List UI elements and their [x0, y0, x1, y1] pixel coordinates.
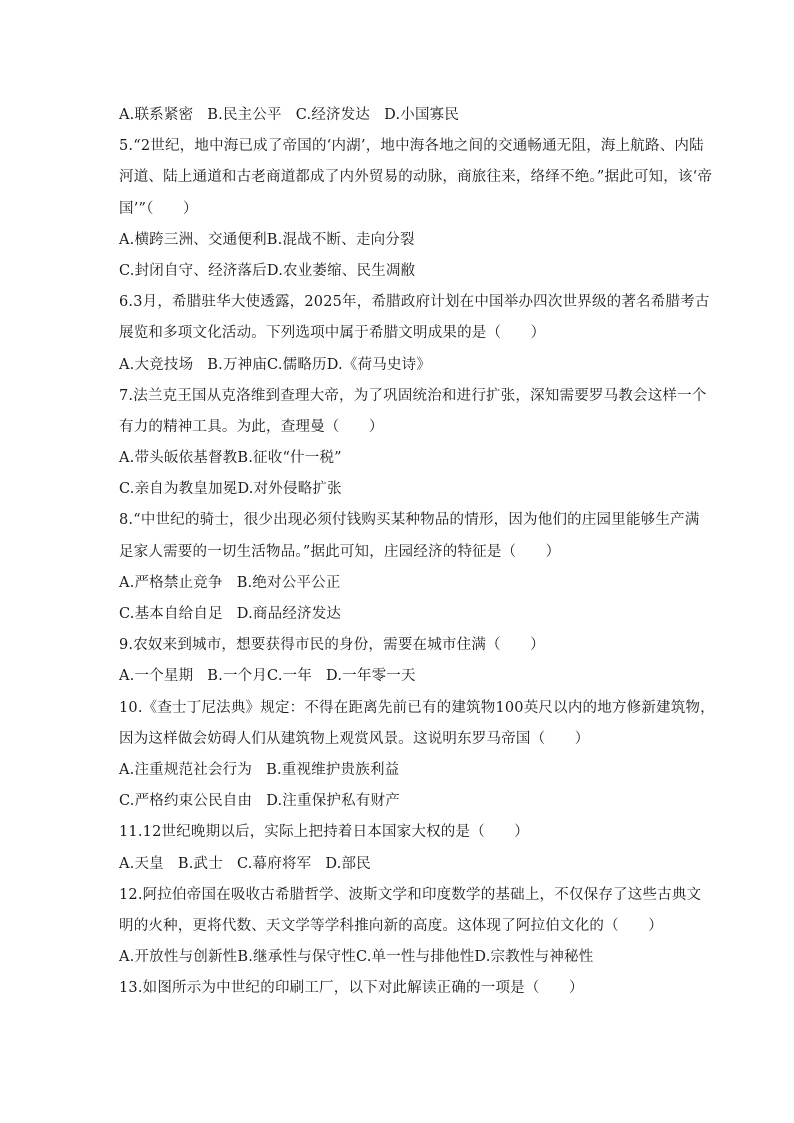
text-line	[119, 661, 689, 692]
text-line	[119, 786, 689, 817]
text-line	[119, 973, 689, 1004]
text-segment: 12.阿拉伯帝国在吸收古希腊哲学、波斯文学和印度数学的基础上，不仅保存了这些古典文	[119, 886, 702, 903]
text-segment: D.一年零一天	[326, 668, 416, 685]
text-line	[119, 225, 689, 256]
text-line	[119, 162, 713, 193]
text-segment: 6.3月，希腊驻华大使透露，2025年，希腊政府计划在中国举办四次世界级的著名希腊考古	[119, 294, 710, 311]
exam-page	[119, 100, 715, 1004]
text-segment: C.亲自为教皇加冕D.对外侵略扩张	[119, 481, 342, 498]
text-segment: D.商品经济发达	[236, 606, 342, 622]
text-line	[119, 724, 689, 755]
text-line	[119, 537, 689, 568]
text-line	[119, 350, 689, 381]
text-line	[119, 599, 689, 630]
text-segment: 展览和多项文化活动。下列选项中属于希腊文明成果的是（ ）	[119, 325, 546, 342]
text-line	[119, 817, 689, 848]
text-segment: 5.“2世纪，地中海已成了帝国的‘内湖’，地中海各地之间的交通畅通无阻，海上航路、内陆	[119, 138, 704, 155]
text-segment: B.一个月C.一年	[207, 668, 313, 685]
text-line	[119, 693, 715, 724]
text-line	[119, 287, 710, 318]
text-segment: B.武士	[177, 855, 223, 872]
text-segment: 8.“中世纪的骑士，很少出现必须付钱购买某种物品的情形，因为他们的庄园里能够生产满	[119, 512, 700, 529]
text-line	[119, 911, 689, 942]
text-line	[119, 849, 689, 880]
text-line	[119, 318, 689, 349]
text-segment: B.绝对公平公正	[236, 574, 341, 591]
text-line	[119, 755, 689, 786]
text-segment: C.幕府将军	[236, 855, 312, 872]
text-segment: D.注重保护私有财产	[266, 793, 400, 810]
text-segment: A.横跨三洲、交通便利B.混战不断、走向分裂	[119, 231, 415, 248]
text-segment: 9.农奴来到城市，想要获得市民的身份，需要在城市住满（ ）	[119, 637, 545, 654]
text-line	[119, 568, 689, 599]
text-line	[119, 100, 689, 131]
text-segment: A.一个星期	[119, 668, 194, 685]
text-segment: D.小国寡民	[384, 107, 460, 123]
text-segment: A.注重规范社会行为	[119, 761, 253, 778]
text-line	[119, 474, 689, 505]
text-segment: A.天皇	[119, 855, 164, 872]
text-segment: A.严格禁止竞争	[119, 574, 223, 591]
text-segment: A.大竞技场	[119, 356, 194, 373]
text-line	[119, 630, 689, 661]
text-line	[119, 256, 689, 287]
text-segment: C.基本自给自足	[119, 606, 223, 622]
text-line	[119, 194, 689, 225]
text-segment: 河道、陆上通道和古老商道都成了内外贸易的动脉，商旅往来，络绎不绝。”据此可知，该‘帝	[119, 169, 713, 186]
text-segment: A.开放性与创新性B.继承性与保守性C.单一性与排他性D.宗教性与神秘性	[119, 949, 594, 966]
text-segment: 7.法兰克王国从克洛维到查理大帝，为了巩固统治和进行扩张，深知需要罗马教会这样一个	[119, 387, 707, 404]
text-line	[119, 942, 689, 973]
text-line	[119, 412, 689, 443]
text-segment: C.严格约束公民自由	[119, 793, 253, 810]
text-segment: 足家人需要的一切生活物品。”据此可知，庄园经济的特征是（ ）	[119, 543, 561, 560]
text-segment: B.万神庙C.儒略历D.《荷马史诗》	[207, 356, 432, 373]
text-line	[119, 880, 702, 911]
text-line	[119, 131, 704, 162]
text-line	[119, 381, 707, 412]
text-segment: A.联系紧密	[119, 107, 194, 123]
text-line	[119, 505, 700, 536]
text-segment: D.部民	[325, 855, 371, 872]
text-segment: 因为这样做会妨碍人们从建筑物上观赏风景。这说明东罗马帝国（ ）	[119, 730, 590, 747]
text-line	[119, 443, 689, 474]
text-segment: 11.12世纪晚期以后，实际上把持着日本国家大权的是（ ）	[119, 824, 530, 841]
text-segment: A.带头皈依基督教B.征收“什一税”	[119, 450, 342, 467]
text-segment: 10.《查士丁尼法典》规定：不得在距离先前已有的建筑物100英尺以内的地方修新建筑物，	[119, 699, 715, 716]
text-segment: 明的火种，更将代数、天文学等学科推向新的高度。这体现了阿拉伯文化的（ ）	[119, 917, 663, 934]
text-segment: C.封闭自守、经济落后D.农业萎缩、民生凋敝	[119, 262, 416, 279]
text-segment: B.重视维护贵族利益	[266, 761, 400, 778]
text-segment: B.民主公平	[207, 107, 282, 123]
text-segment: 国’”（ ）	[119, 200, 198, 217]
text-segment: C.经济发达	[295, 107, 371, 123]
text-segment: 13.如图所示为中世纪的印刷工厂，以下对此解读正确的一项是（ ）	[119, 980, 584, 997]
text-segment: 有力的精神工具。为此，查理曼（ ）	[119, 418, 384, 435]
